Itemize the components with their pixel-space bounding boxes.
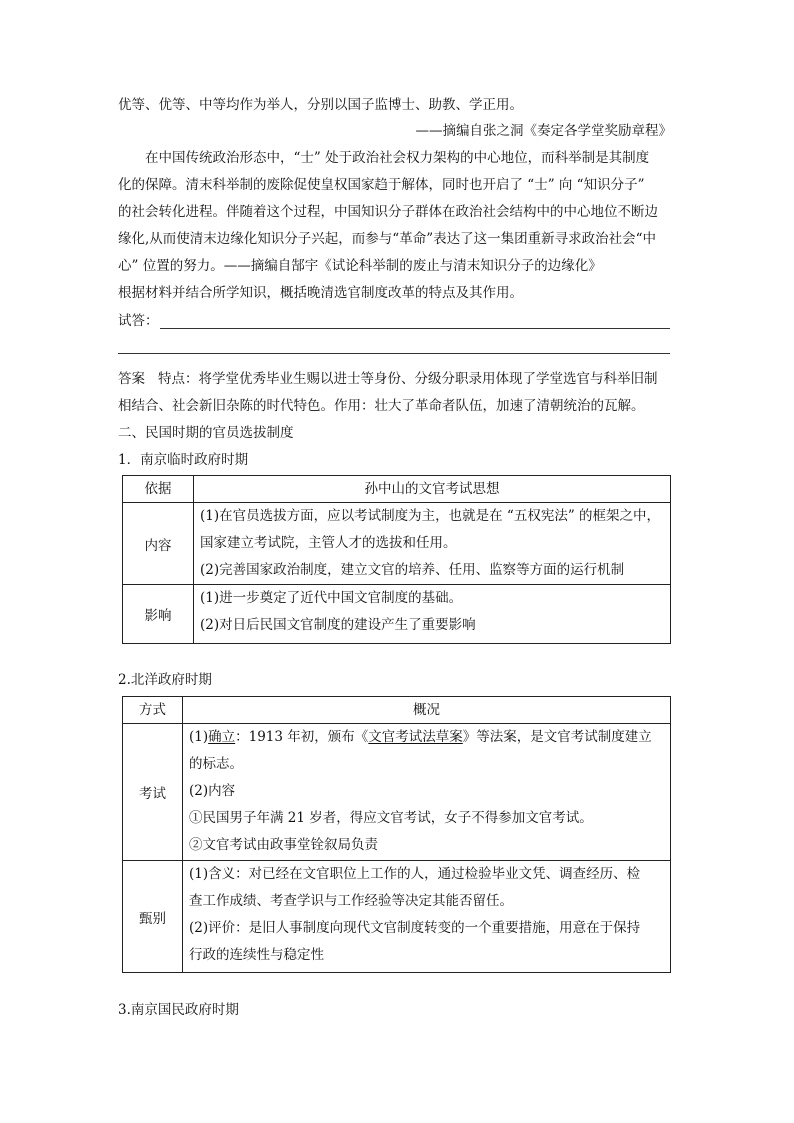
cell-line: 查工作成绩、考查学识与工作经验等决定其能否留任。 [189, 893, 513, 909]
answer-line [118, 366, 658, 393]
column-header-basis: 依据 [123, 476, 194, 503]
table-header-row [123, 476, 671, 503]
table-row [123, 585, 671, 644]
row-content [194, 503, 671, 585]
section-heading: 二、民国时期的官员选拔制度 [118, 425, 294, 441]
underlined-term: 确立 [208, 729, 236, 745]
column-header-overview: 概况 [183, 697, 671, 724]
cell-line: (2)对日后民国文官制度的建设产生了重要影响 [200, 617, 476, 633]
row-label-screening: 甄别 [123, 861, 183, 973]
material-paragraph-line: 化的保障。清末科举制的废除促使皇权国家趋于解体，同时也开启了 “士” 向 “知识分子” [118, 177, 645, 193]
cell-line: ②文官考试由政事堂铨叙局负责 [189, 837, 378, 853]
cell-line: (2)内容 [189, 783, 236, 799]
row-content [194, 585, 671, 644]
material-paragraph-line: 心” 位置的努力。——摘编自郜宇《试论科举制的废止与清末知识分子的边缘化》 [118, 258, 602, 274]
question-text: 根据材料并结合所学知识，概括晚清选官制度改革的特点及其作用。 [118, 285, 523, 301]
cell-line: (1)进一步奠定了近代中国文官制度的基础。 [200, 590, 463, 606]
cell-line: ①民国男子年满 21 岁者，得应文官考试，女子不得参加文官考试。 [189, 810, 593, 826]
text-segment: (1) [189, 729, 209, 745]
table-row [123, 861, 671, 973]
underlined-term: 文官考试法草案 [368, 729, 463, 745]
answer-blank-line [160, 328, 670, 329]
answer-line: 相结合、社会新旧杂陈的时代特色。作用：壮大了革命者队伍，加速了清朝统治的瓦解。 [118, 398, 645, 414]
table-header-row [123, 697, 671, 724]
material-source-citation: ——摘编自张之洞《奏定各学堂奖励章程》 [415, 123, 672, 139]
answer-text: 特点：将学堂优秀毕业生赐以进士等身份、分级分职录用体现了学堂选官与科举旧制 [158, 371, 658, 387]
answer-label: 答案 [118, 371, 145, 387]
cell-line: 的标志。 [189, 756, 243, 772]
table-row [123, 503, 671, 585]
column-header-method: 方式 [123, 697, 183, 724]
material-lead-line: 优等、优等、中等均作为举人，分别以国子监博士、助教、学正用。 [118, 97, 523, 113]
table-nanjing-provisional-government [122, 475, 671, 644]
cell-line [189, 724, 664, 751]
material-paragraph-line: 缘化,从而使清末边缘化知识分子兴起，而参与“革命”表达了这一集团重新寻求政治社会“中 [118, 231, 656, 247]
table-row [123, 724, 671, 861]
cell-line: 行政的连续性与稳定性 [189, 947, 324, 963]
row-content [183, 861, 671, 973]
row-label-influence: 影响 [123, 585, 194, 644]
table-beiyang-government [122, 696, 671, 973]
row-label-exam: 考试 [123, 724, 183, 861]
attempt-label: 试答： [118, 313, 159, 329]
text-segment: ：1913 年初，颁布《 [235, 729, 369, 745]
period-heading-nanjing-provisional: 1．南京临时政府时期 [118, 452, 249, 468]
cell-line: 国家建立考试院，主管人才的选拔和任用。 [200, 535, 457, 551]
material-paragraph-line: 的社会转化进程。伴随着这个过程，中国知识分子群体在政治社会结构中的中心地位不断边 [118, 204, 658, 220]
period-heading-beiyang: 2.北洋政府时期 [118, 672, 212, 688]
cell-line: (2)评价：是旧人事制度向现代文官制度转变的一个重要措施，用意在于保持 [189, 920, 641, 936]
cell-line: (2)完善国家政治制度，建立文官的培养、任用、监察等方面的运行机制 [200, 562, 625, 578]
text-segment: 》等法案，是文官考试制度建立 [462, 729, 652, 745]
cell-line: (1)在官员选拔方面，应以考试制度为主，也就是在 “五权宪法” 的框架之中， [200, 508, 661, 524]
row-label-content: 内容 [123, 503, 194, 585]
material-paragraph-line: 在中国传统政治形态中，“士” 处于政治社会权力架构的中心地位，而科举制是其制度 [145, 150, 650, 166]
period-heading-nanjing-national: 3.南京国民政府时期 [118, 1002, 239, 1018]
row-content [183, 724, 671, 861]
column-header-idea: 孙中山的文官考试思想 [194, 476, 671, 503]
answer-blank-line [118, 353, 670, 354]
cell-line: (1)含义：对已经在文官职位上工作的人，通过检验毕业文凭、调查经历、检 [189, 866, 641, 882]
